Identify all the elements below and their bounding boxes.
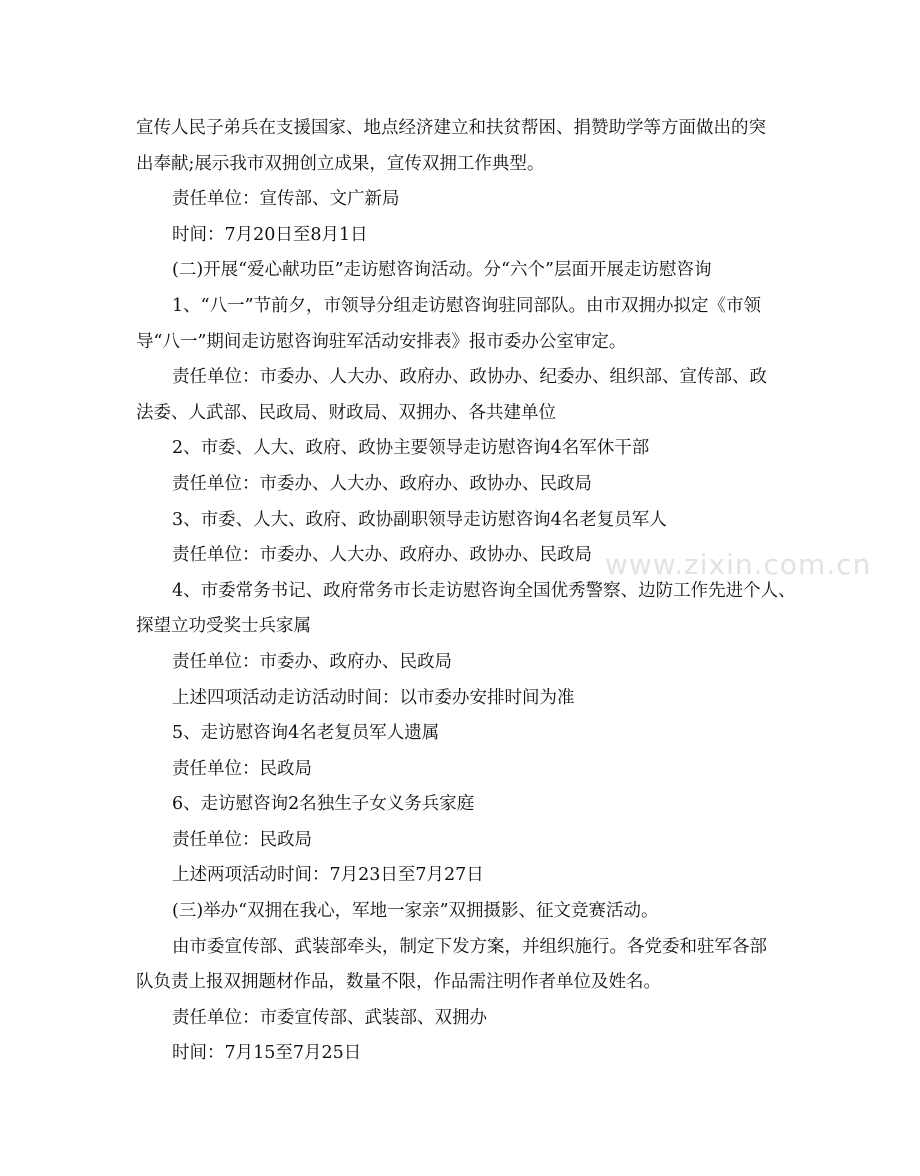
watermark: www.zixin.com.cn <box>605 548 872 581</box>
text-line: 3、市委、人大、政府、政协副职领导走访慰咨询4名老复员军人 <box>172 509 667 530</box>
text-line: 6、走访慰咨询2名独生子女义务兵家庭 <box>172 794 475 815</box>
text-line: 出奉献;展示我市双拥创立成果，宣传双拥工作典型。 <box>136 153 545 174</box>
text-line: 时间：7月20日至8月1日 <box>172 224 368 245</box>
text-line: 责任单位：市委办、人大办、政府办、政协办、民政局 <box>172 545 592 566</box>
text-line: 法委、人武部、民政局、财政局、双拥办、各共建单位 <box>136 402 556 423</box>
document-body <box>136 111 796 1072</box>
text-line: 5、走访慰咨询4名老复员军人遗属 <box>172 723 440 744</box>
text-line: 宣传人民子弟兵在支援国家、地点经济建立和扶贫帮困、捐赞助学等方面做出的突 <box>136 118 766 138</box>
text-line: 责任单位：民政局 <box>172 829 312 850</box>
text-line: (二)开展“爱心献功臣”走访慰咨询活动。分“六个”层面开展走访慰咨询 <box>172 260 712 281</box>
text-line: 2、市委、人大、政府、政协主要领导走访慰咨询4名军休干部 <box>172 438 650 459</box>
text-line: 时间：7月15至7月25日 <box>172 1043 362 1064</box>
text-line: 上述两项活动时间：7月23日至7月27日 <box>172 865 484 886</box>
text-line: 责任单位：市委办、政府办、民政局 <box>172 651 452 672</box>
text-line: (三)举办“双拥在我心，军地一家亲”双拥摄影、征文竞赛活动。 <box>172 901 659 922</box>
text-line: 责任单位：市委办、人大办、政府办、政协办、民政局 <box>172 473 592 494</box>
text-line: 1、“八一”节前夕，市领导分组走访慰咨询驻同部队。由市双拥办拟定《市领 <box>172 295 762 316</box>
text-line: 导“八一”期间走访慰咨询驻军活动安排表》报市委办公室审定。 <box>136 331 627 352</box>
text-line: 4、市委常务书记、政府常务市长走访慰咨询全国优秀警察、边防工作先进个人、 <box>172 580 796 601</box>
text-line: 上述四项活动走访活动时间：以市委办安排时间为准 <box>172 687 575 708</box>
text-line: 责任单位：市委宣传部、武装部、双拥办 <box>172 1007 487 1028</box>
text-line: 责任单位：市委办、人大办、政府办、政协办、纪委办、组织部、宣传部、政 <box>172 367 767 388</box>
text-line: 由市委宣传部、武装部牵头，制定下发方案，并组织施行。各党委和驻军各部 <box>172 936 767 957</box>
text-line: 探望立功受奖士兵家属 <box>136 616 311 637</box>
text-line: 责任单位：宣传部、文广新局 <box>172 189 400 210</box>
text-line: 队负责上报双拥题材作品，数量不限，作品需注明作者单位及姓名。 <box>136 972 661 993</box>
text-line: 责任单位：民政局 <box>172 758 312 779</box>
